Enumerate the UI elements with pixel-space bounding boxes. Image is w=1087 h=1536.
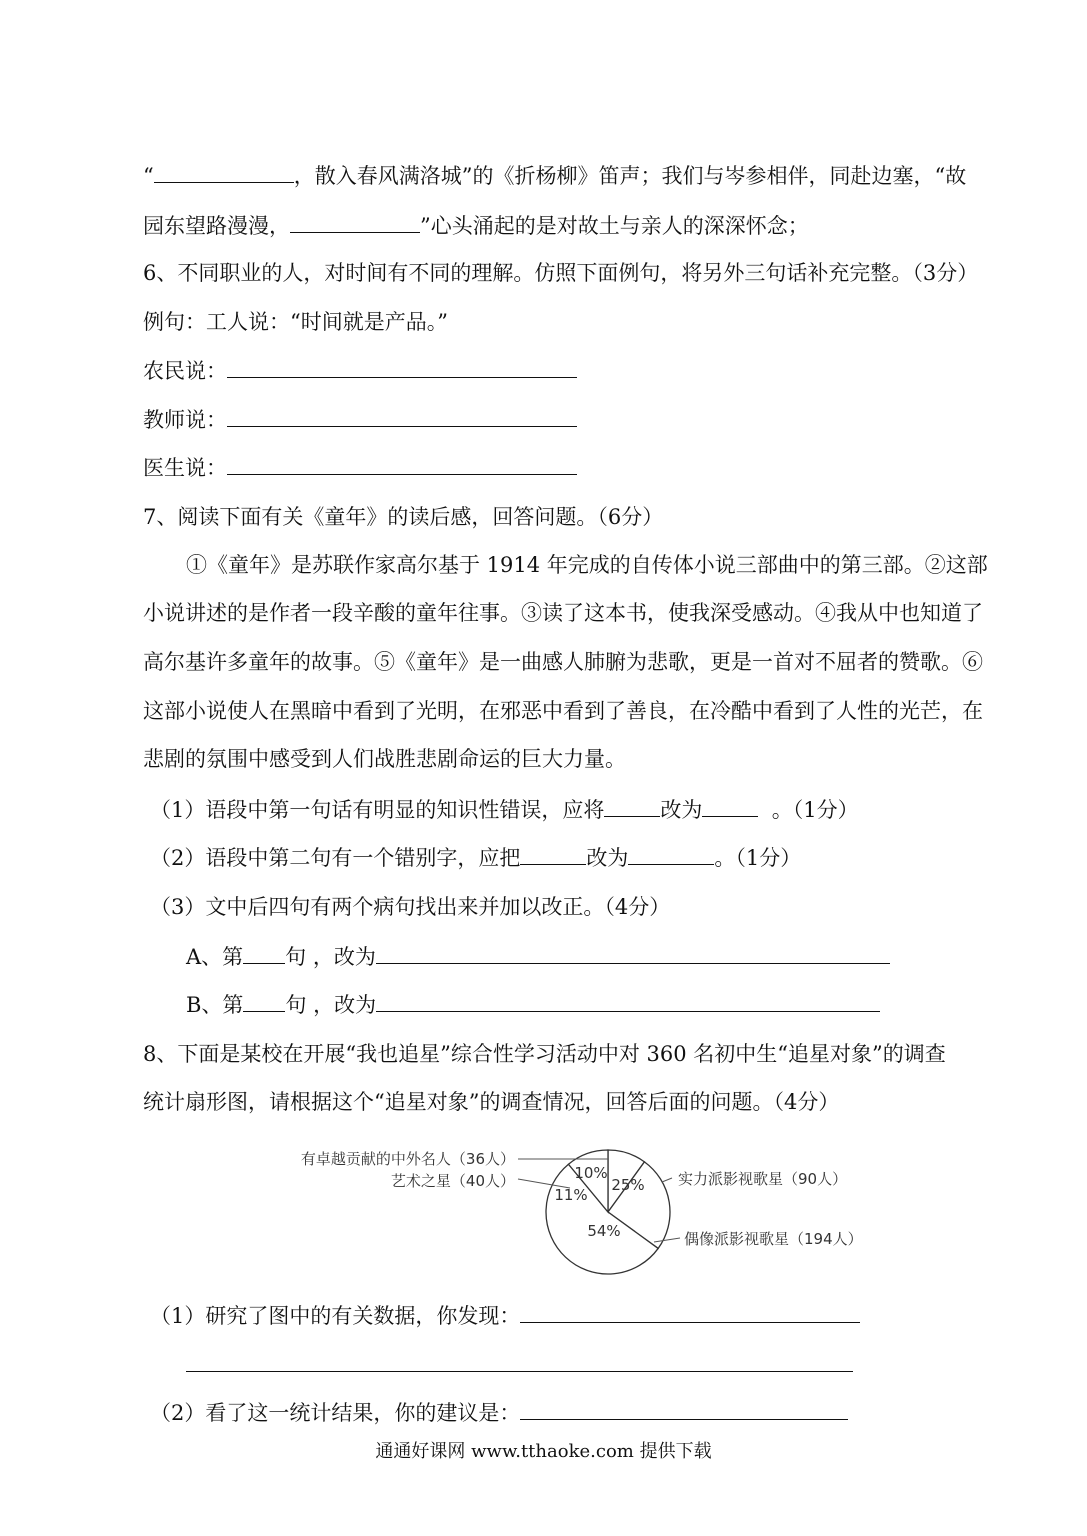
q6-example: 例句：工人说：“时间就是产品。” [143,310,448,334]
farmer-label: 农民说： [143,359,227,383]
poem-text-3: ”心头涌起的是对故土与亲人的深深怀念； [420,214,809,238]
open-quote: “ [143,164,154,188]
doctor-label: 医生说： [143,456,227,480]
answer-a-change: 句 ，改为 [285,945,376,969]
q8-sub-1-line2 [186,1349,853,1380]
q8-title-1: 8、下面是某校在开展“我也追星”综合性学习活动中对 360 名初中生“追星对象”的调查 [143,1042,946,1066]
q8-sub-1-text: （1）研究了图中的有关数据，你发现： [150,1304,521,1328]
poem-text-1: ，散入春风满洛城”的《折杨柳》笛声；我们与岑参相伴，同赴边塞，“故 [293,164,967,188]
q7-sub-1-text: （1）语段中第一句话有明显的知识性错误，应将 [150,798,605,822]
answer-b-change: 句 ，改为 [285,993,377,1017]
q7-para-4: 这部小说使人在黑暗中看到了光明，在邪恶中看到了善良，在冷酷中看到了人性的光芒，在 [143,699,983,723]
q7-para-2: 小说讲述的是作者一段辛酸的童年往事。③读了这本书，使我深受感动。④我从中也知道了 [143,601,983,625]
q7-sub-2-change: 改为 [586,846,629,870]
q7-para-5: 悲剧的氛围中感受到人们战胜悲剧命运的巨大力量。 [143,747,626,771]
q7-para-1: ①《童年》是苏联作家高尔基于 1914 年完成的自传体小说三部曲中的第三部。②这部 [186,553,988,577]
answer-b-label: B、第 [186,993,244,1017]
q7-sub-2-text: （2）语段中第二句有一个错别字，应把 [150,846,521,870]
q8-sub-2-blank[interactable] [520,1397,848,1420]
pct-famous: 10% [574,1164,608,1182]
pct-art: 11% [554,1186,588,1204]
label-art-star: 艺术之星（40人） [390,1172,515,1190]
label-power-star: 实力派影视歌星（90人） [678,1170,848,1188]
q7-title: 7、阅读下面有关《童年》的读后感，回答问题。（6分） [143,505,664,529]
q7-sub-1-change: 改为 [660,798,703,822]
label-famous-people: 有卓越贡献的中外名人（36人） [300,1150,515,1168]
q7-sub-1-score: 。（1分） [771,798,859,822]
poem-text-2: 园东望路漫漫， [143,214,290,238]
pct-idol: 54% [587,1222,621,1240]
q7-sub-2-score: 。（1分） [714,846,802,870]
q7-para-3: 高尔基许多童年的故事。⑤《童年》是一曲感人肺腑为悲歌，更是一首对不屈者的赞歌。⑥ [143,650,983,674]
teacher-label: 教师说： [143,408,227,432]
pct-power: 25% [611,1176,645,1194]
q8-sub-2-text: （2）看了这一统计结果，你的建议是： [150,1401,521,1425]
q8-sub-1-blank-2[interactable] [186,1349,853,1372]
q8-title-2: 统计扇形图，请根据这个“追星对象”的调查情况，回答后面的问题。（4分） [143,1090,840,1114]
q6-title: 6、不同职业的人，对时间有不同的理解。仿照下面例句，将另外三句话补充完整。（3分） [143,261,979,285]
q7-sub-3: （3）文中后四句有两个病句找出来并加以改正。（4分） [150,895,671,919]
q8-sub-2 [150,1397,848,1428]
answer-a-label: A、第 [186,945,244,969]
label-idol-star: 偶像派影视歌星（194人） [684,1230,863,1248]
callout-line-3 [662,1178,672,1182]
q8-sub-1-blank[interactable] [520,1300,860,1323]
footer-credit: 通通好课网 www.tthaoke.com 提供下载 [375,1441,712,1462]
q8-sub-1 [150,1300,860,1331]
